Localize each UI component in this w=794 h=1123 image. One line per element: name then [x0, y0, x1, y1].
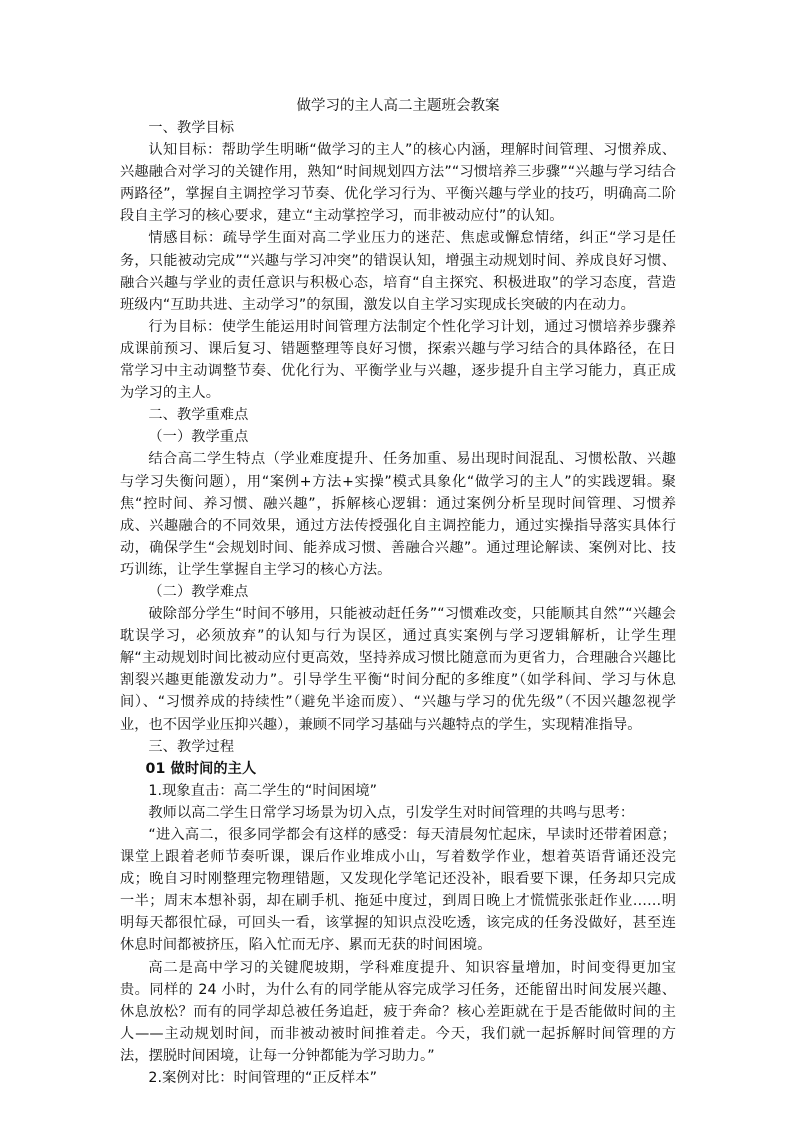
subheading-key-points: （一）教学重点 — [148, 429, 249, 446]
step-heading-phenomenon: 1.现象直击：高二学生的“时间困境” — [148, 782, 378, 799]
paragraph-cognitive-goal: 认知目标：帮助学生明晰“做学习的主人”的核心内涵，理解时间管理、习惯养成、兴趣融合对学习的关键作用，熟知“时间规划四方法”“习惯培养三步骤”“兴趣与学习结合两路径”，掌握自主调控学习节奏、优化学习行为、平衡兴趣与学业的技巧，明确高二阶段自主学习的核心要求，建立“主动掌控学习，而非被动应付”的认知。 — [120, 142, 676, 225]
paragraph-quote-1: “进入高二，很多同学都会有这样的感受：每天清晨匆忙起床，早读时还带着困意；课堂上跟着老师节奏听课，课后作业堆成小山，写着数学作业，想着英语背诵还没完成；晚自习时刚整理完物理错题，又发现化学笔记还没补，眼看要下课，任务却只完成一半；周末本想补弱，却在刷手机、拖延中度过，到周日晚上才慌慌张张赶作业……明明每天都很忙碌，可回头一看，该掌握的知识点没吃透，该完成的任务没做好，甚至连休息时间都被挤压，陷入忙而无序、累而无获的时间困境。 — [120, 827, 676, 954]
paragraph-quote-2: 高二是高中学习的关键爬坡期，学科难度提升、知识容量增加，时间变得更加宝贵。同样的 24 小时，为什么有的同学能从容完成学习任务，还能留出时间发展兴趣、休息放松？而有的同学却总被任务追赶，疲于奔命？核心差距就在于是否能做时间的主人——主动规划时间，而非被动被时间推着走。今天，我们就一起拆解时间管理的方法，摆脱时间困境，让每一分钟都能为学习助力。” — [120, 959, 676, 1064]
section-heading-goals: 一、教学目标 — [148, 120, 235, 136]
paragraph-step1-intro: 教师以高二学生日常学习场景为切入点，引发学生对时间管理的共鸣与思考： — [148, 804, 635, 821]
paragraph-key-points: 结合高二学生特点（学业难度提升、任务加重、易出现时间混乱、习惯松散、兴趣与学习失衡问题），用“案例+方法+实操”模式具象化“做学习的主人”的实践逻辑。聚焦“控时间、养习惯、融兴趣”，拆解核心逻辑：通过案例分析呈现时间管理、习惯养成、兴趣融合的不同效果，通过方法传授强化自主调控能力，通过实操指导落实具体行动，确保学生“会规划时间、能养成习惯、善融合兴趣”。通过理论解读、案例对比、技巧训练，让学生掌握自主学习的核心方法。 — [120, 451, 676, 578]
section-heading-key-difficult: 二、教学重难点 — [148, 407, 249, 424]
document-title: 做学习的主人高二主题班会教案 — [296, 98, 500, 114]
paragraph-behavior-goal: 行为目标：使学生能运用时间管理方法制定个性化学习计划，通过习惯培养步骤养成课前预习、课后复习、错题整理等良好习惯，探索兴趣与学习结合的具体路径，在日常学习中主动调整节奏、优化行为、平衡学业与兴趣，逐步提升自主学习能力，真正成为学习的主人。 — [120, 318, 676, 402]
section-heading-process: 三、教学过程 — [148, 738, 235, 755]
subheading-difficult-points: （二）教学难点 — [148, 583, 249, 600]
step-heading-case-comparison: 2.案例对比：时间管理的“正反样本” — [148, 1070, 378, 1087]
part-heading-time-master: 01 做时间的主人 — [145, 760, 257, 777]
paragraph-emotion-goal: 情感目标：疏导学生面对高二学业压力的迷茫、焦虑或懈怠情绪，纠正“学习是任务，只能被动完成”“兴趣与学习冲突”的错误认知，增强主动规划时间、养成良好习惯、融合兴趣与学业的责任意识与积极心态，培育“自主探究、积极进取”的学习态度，营造班级内“互助共进、主动学习”的氛围，激发以自主学习实现成长突破的内在动力。 — [120, 230, 676, 313]
paragraph-difficult-points: 破除部分学生“时间不够用，只能被动赶任务”“习惯难改变，只能顺其自然”“兴趣会耽误学习，必须放弃”的认知与行为误区，通过真实案例与学习逻辑解析，让学生理解“主动规划时间比被动应付更高效，坚持养成习惯比随意而为更省力，合理融合兴趣比割裂兴趣更能激发动力”。引导学生平衡“时间分配的多维度”（如学科间、学习与休息间）、“习惯养成的持续性”（避免半途而废）、“兴趣与学习的优先级”（不因兴趣忽视学业，也不因学业压抑兴趣），兼顾不同学习基础与兴趣特点的学生，实现精准指导。 — [120, 606, 676, 733]
document-body — [120, 96, 676, 1089]
